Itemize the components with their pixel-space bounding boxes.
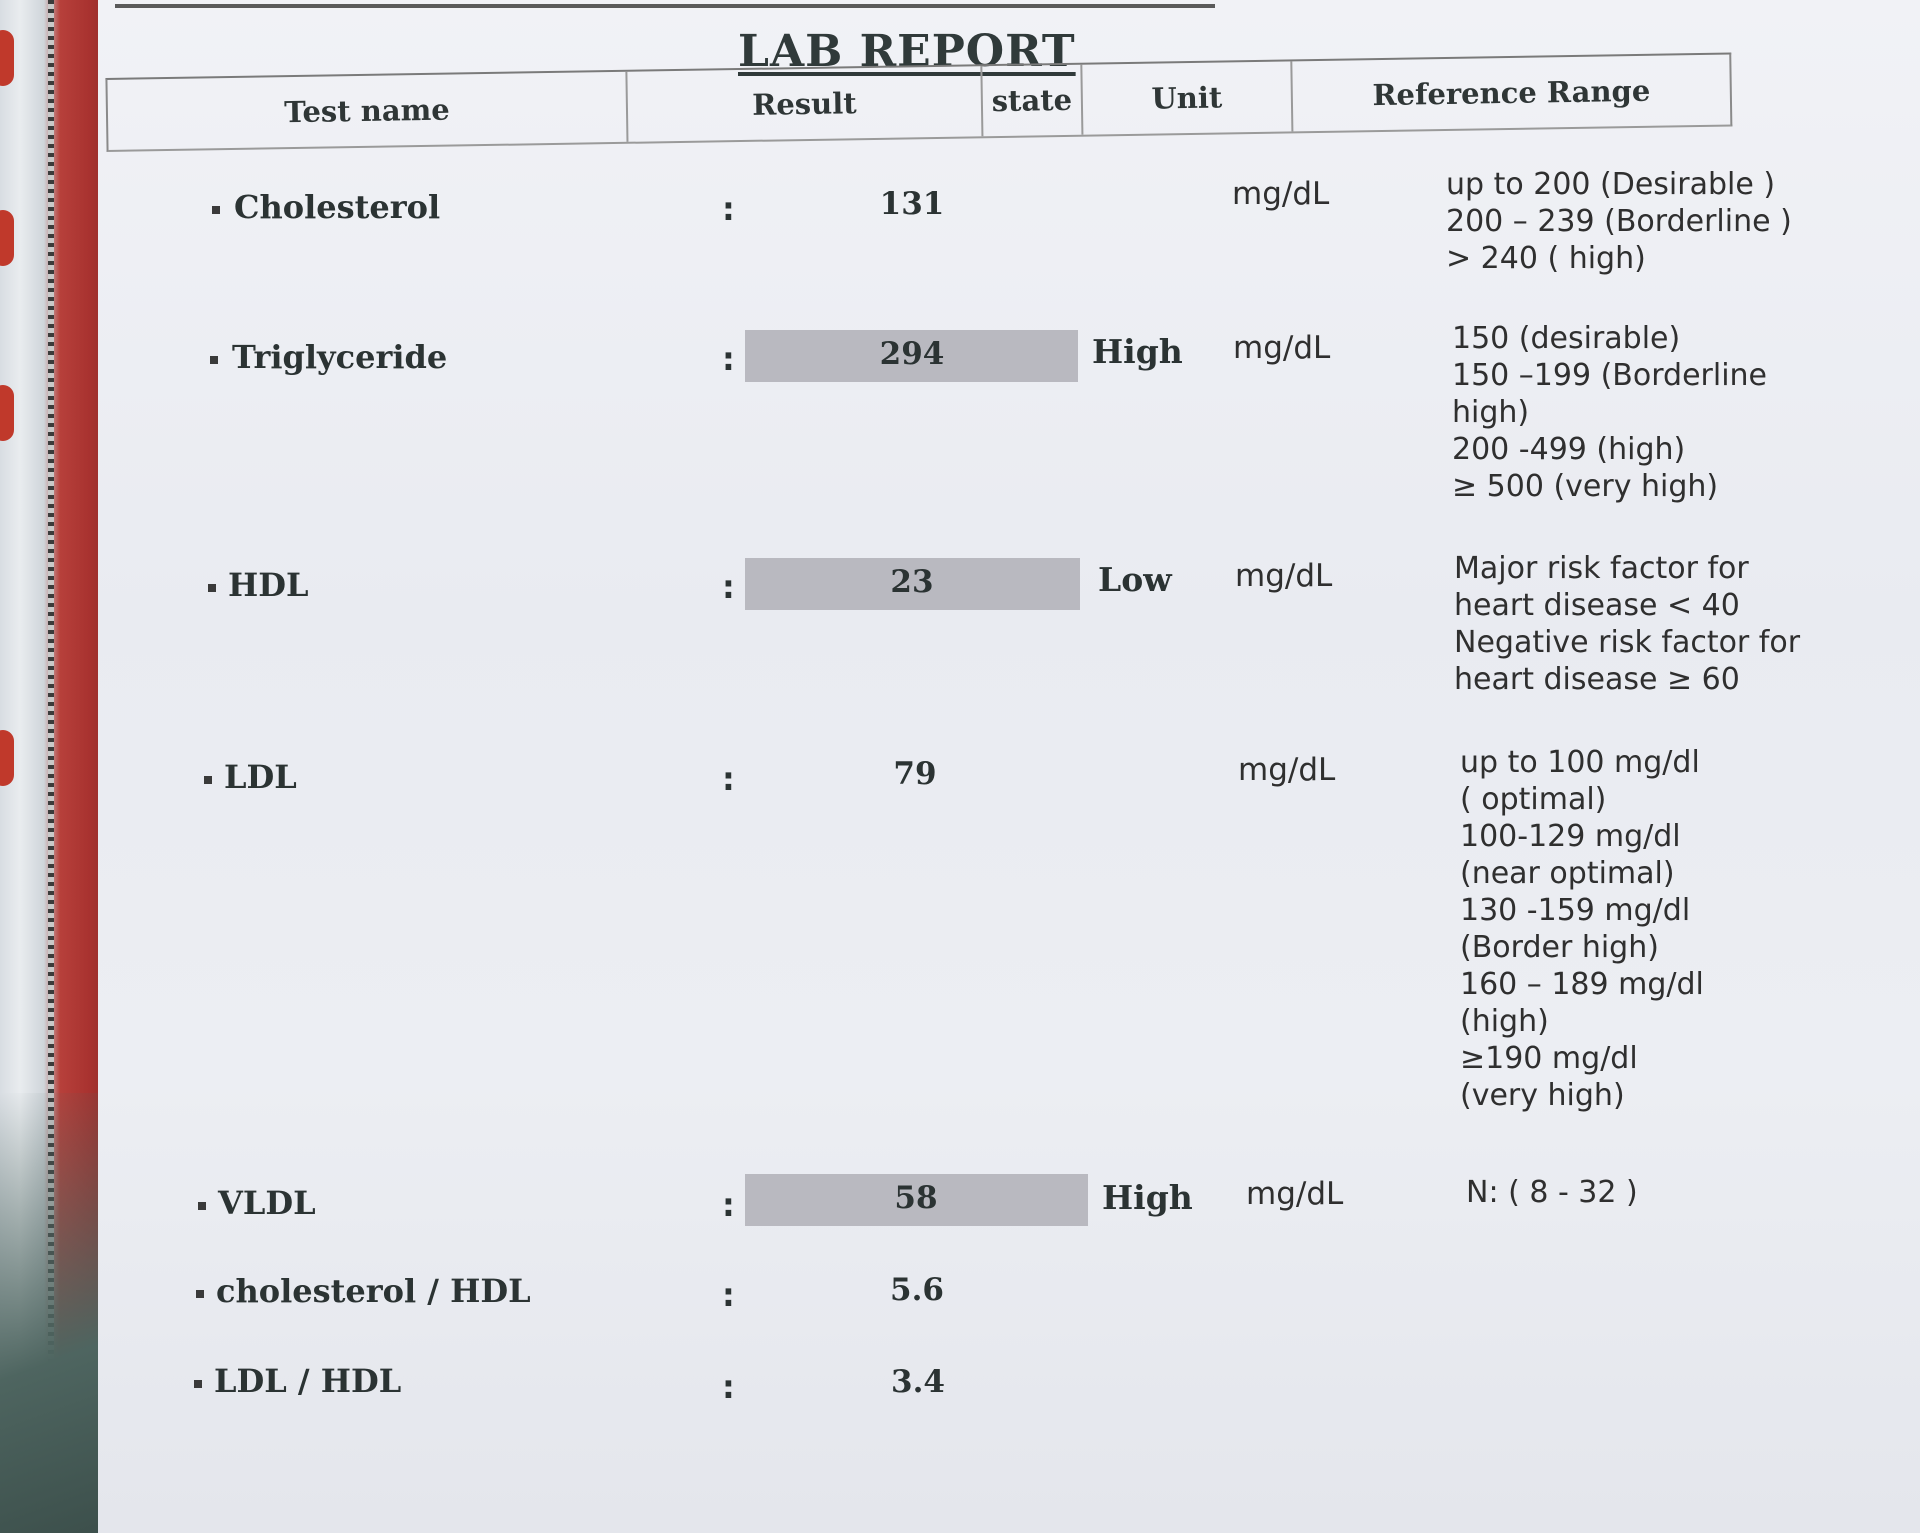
reference-line: 150 –199 (Borderline (1452, 358, 1768, 393)
reference-range (1452, 320, 1767, 505)
bullet-icon (198, 1202, 206, 1210)
test-name: HDL (228, 566, 309, 604)
colon-separator: : (722, 1186, 735, 1224)
state-flag: High (1092, 332, 1183, 371)
reference-line: 130 -159 mg/dl (1460, 893, 1691, 928)
colon-separator: : (722, 1276, 735, 1314)
unit-label: mg/dL (1246, 1176, 1344, 1212)
reference-line: (high) (1460, 1004, 1549, 1039)
binder-corner (0, 1093, 110, 1533)
reference-line: up to 200 (Desirable ) (1446, 167, 1776, 202)
unit-label: mg/dL (1235, 558, 1333, 594)
colon-separator: : (722, 340, 735, 378)
reference-line: > 240 ( high) (1446, 241, 1646, 276)
colon-separator: : (722, 760, 735, 798)
result-value: 131 (879, 186, 945, 222)
unit-label: mg/dL (1233, 330, 1331, 366)
test-name: Triglyceride (232, 338, 448, 376)
result-value: 58 (894, 1180, 938, 1216)
header-state: state (982, 65, 1083, 137)
page-title: LAB REPORT (738, 26, 1076, 77)
state-flag: Low (1098, 560, 1172, 599)
reference-line: 200 – 239 (Borderline ) (1446, 204, 1792, 239)
reference-line: (near optimal) (1460, 856, 1675, 891)
reference-line: ≥ 500 (very high) (1452, 469, 1719, 504)
result-value: 79 (893, 756, 937, 792)
result-value: 3.4 (891, 1364, 945, 1400)
reference-line: (very high) (1460, 1078, 1625, 1113)
header-unit: Unit (1082, 61, 1293, 134)
result-value: 294 (879, 336, 945, 372)
reference-range (1454, 550, 1800, 698)
reference-range (1446, 166, 1792, 277)
test-name: LDL (224, 758, 297, 796)
result-value: 5.6 (890, 1272, 944, 1308)
bullet-icon (204, 776, 212, 784)
top-divider (115, 4, 1215, 8)
reference-line: ≥190 mg/dl (1460, 1041, 1638, 1076)
punch-hole (0, 385, 14, 441)
reference-line: high) (1452, 395, 1530, 430)
punch-hole (0, 210, 14, 266)
punch-hole (0, 30, 14, 86)
reference-range (1466, 1174, 1638, 1211)
reference-line: 200 -499 (high) (1452, 432, 1686, 467)
colon-separator: : (722, 568, 735, 606)
bullet-icon (212, 206, 220, 214)
colon-separator: : (722, 190, 735, 228)
reference-line: 100-129 mg/dl (1460, 819, 1681, 854)
reference-line: heart disease < 40 (1454, 588, 1740, 623)
reference-line: (Border high) (1460, 930, 1659, 965)
test-name: cholesterol / HDL (216, 1272, 531, 1310)
bullet-icon (196, 1290, 204, 1298)
reference-line: 150 (desirable) (1452, 321, 1681, 356)
reference-line: N: ( 8 - 32 ) (1466, 1175, 1638, 1210)
reference-line: up to 100 mg/dl (1460, 745, 1700, 780)
bullet-icon (210, 356, 218, 364)
reference-line: Negative risk factor for (1454, 625, 1801, 660)
header-result: Result (627, 66, 983, 142)
unit-label: mg/dL (1238, 752, 1336, 788)
test-name: LDL / HDL (214, 1362, 402, 1400)
result-value: 23 (890, 564, 934, 600)
colon-separator: : (722, 1368, 735, 1406)
reference-range (1460, 744, 1704, 1114)
bullet-icon (194, 1380, 202, 1388)
reference-line: heart disease ≥ 60 (1454, 662, 1740, 697)
unit-label: mg/dL (1232, 176, 1330, 212)
reference-line: 160 – 189 mg/dl (1460, 967, 1704, 1002)
test-name: Cholesterol (234, 188, 441, 226)
header-test-name: Test name (107, 72, 628, 150)
reference-line: Major risk factor for (1454, 551, 1749, 586)
state-flag: High (1102, 1178, 1193, 1217)
reference-line: ( optimal) (1460, 782, 1607, 817)
header-reference-range: Reference Range (1372, 73, 1651, 113)
test-name: VLDL (218, 1184, 316, 1222)
bullet-icon (208, 584, 216, 592)
punch-hole (0, 730, 14, 786)
